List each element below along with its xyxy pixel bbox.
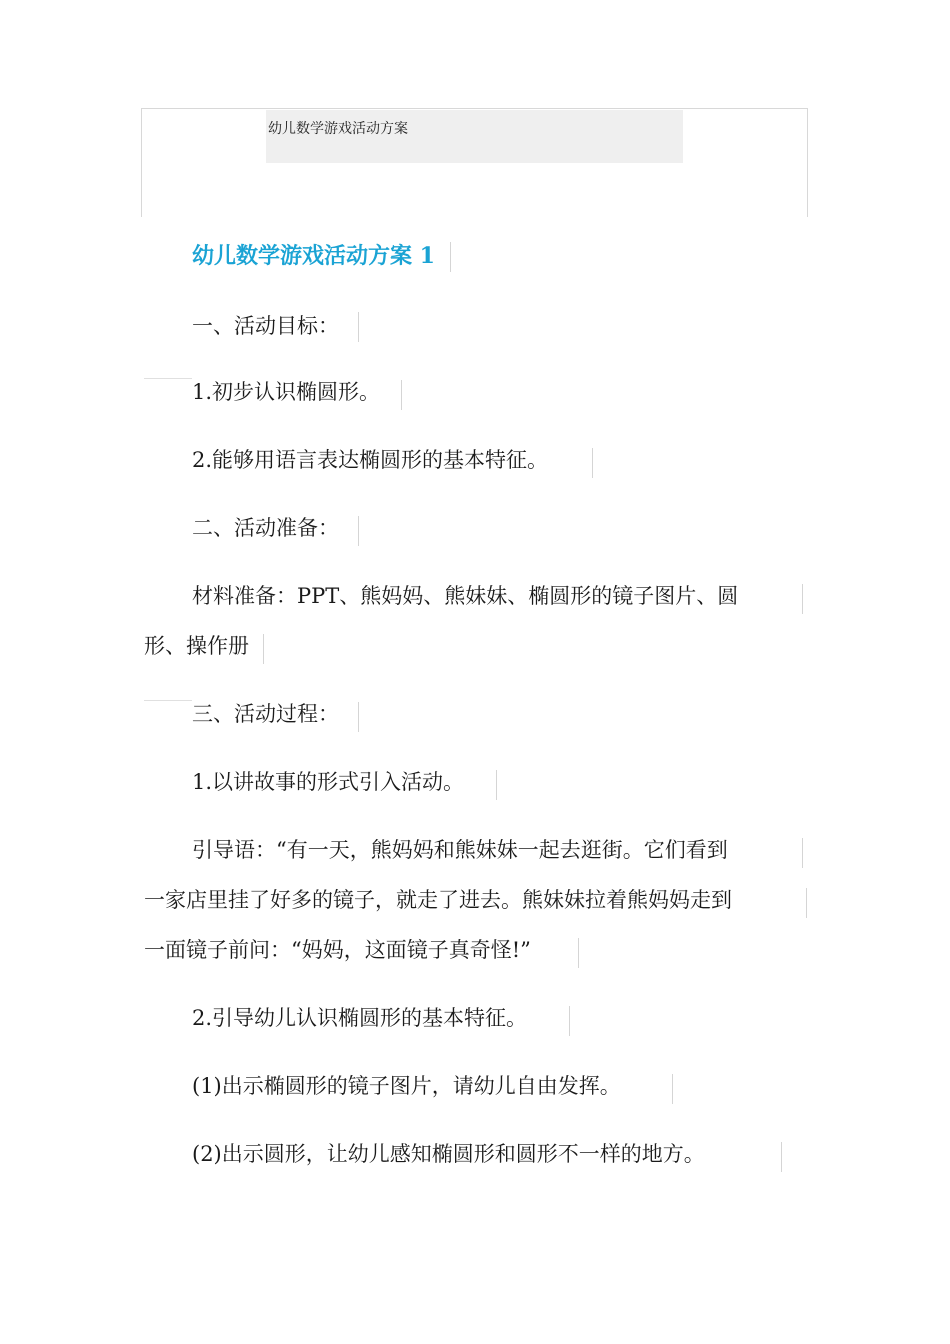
- paragraph-mark: [496, 770, 497, 800]
- paragraph-mark: [450, 242, 451, 272]
- goal-2: 2.能够用语言表达椭圆形的基本特征。: [192, 448, 549, 472]
- step-2: 2.引导幼儿认识椭圆形的基本特征。: [192, 1006, 528, 1030]
- paragraph-mark: [592, 448, 593, 478]
- paragraph-mark: [263, 634, 264, 664]
- paragraph-rule: [144, 700, 192, 701]
- paragraph-mark: [781, 1142, 782, 1172]
- goal-1: 1.初步认识椭圆形。: [192, 380, 381, 404]
- paragraph-mark: [401, 380, 402, 410]
- step-2-2: (2)出示圆形，让幼儿感知椭圆形和圆形不一样的地方。: [192, 1142, 705, 1166]
- paragraph-mark: [578, 938, 579, 968]
- paragraph-rule: [144, 378, 192, 379]
- prep-line-1: 材料准备：PPT、熊妈妈、熊妹妹、椭圆形的镜子图片、圆: [192, 584, 739, 608]
- paragraph-mark: [802, 838, 803, 868]
- paragraph-mark: [806, 888, 807, 918]
- goals-title: 一、活动目标：: [192, 314, 339, 338]
- paragraph-mark: [358, 702, 359, 732]
- step-2-1: (1)出示椭圆形的镜子图片，请幼儿自由发挥。: [192, 1074, 621, 1098]
- paragraph-mark: [569, 1006, 570, 1036]
- paragraph-mark: [672, 1074, 673, 1104]
- process-title: 三、活动过程：: [192, 702, 339, 726]
- document-heading: 幼儿数学游戏活动方案 1: [192, 243, 435, 269]
- paragraph-mark: [802, 584, 803, 614]
- page-header-title: 幼儿数学游戏活动方案: [268, 121, 408, 137]
- step-1: 1.以讲故事的形式引入活动。: [192, 770, 465, 794]
- paragraph-mark: [358, 312, 359, 342]
- prep-title: 二、活动准备：: [192, 516, 339, 540]
- paragraph-mark: [358, 516, 359, 546]
- prep-line-2: 形、操作册: [144, 634, 249, 658]
- story-line-3: 一面镜子前问：“妈妈，这面镜子真奇怪!”: [144, 938, 531, 962]
- story-line-1: 引导语：“有一天，熊妈妈和熊妹妹一起去逛街。它们看到: [192, 838, 728, 862]
- story-line-2: 一家店里挂了好多的镜子，就走了进去。熊妹妹拉着熊妈妈走到: [144, 888, 732, 912]
